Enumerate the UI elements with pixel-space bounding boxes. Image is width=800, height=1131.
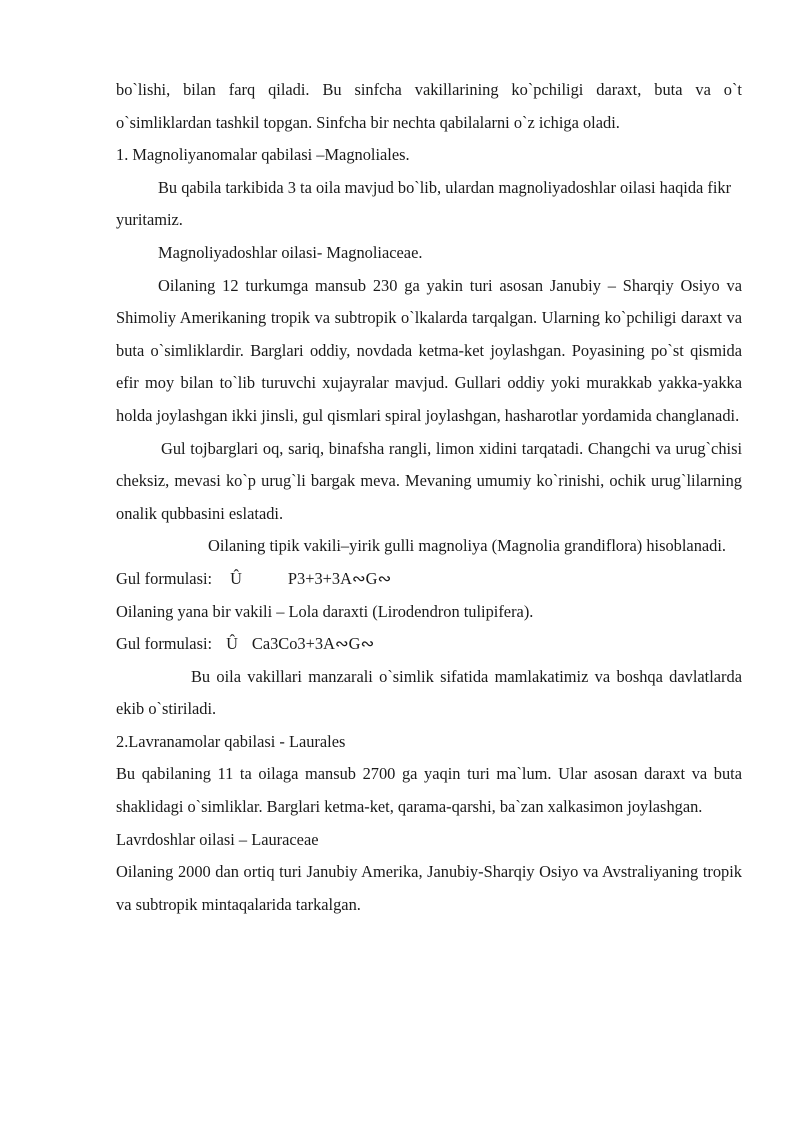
formula-expression: Ca3Co3+3A∾G∾ <box>251 634 375 654</box>
flower-symbol: Û <box>226 634 238 654</box>
heading-lauraceae: Lavrdoshlar oilasi – Lauraceae <box>116 829 319 849</box>
formula-expression: P3+3+3A∾G∾ <box>287 568 392 588</box>
formula-label: Gul formulasi: <box>116 634 213 654</box>
formula-label: Gul formulasi: <box>116 568 213 588</box>
paragraph-intro: bo`lishi, bilan farq qiladi. Bu sinfcha vakillarining ko`pchiligi daraxt, buta va o`t o`simliklardan tashkil topgan. Sinfcha bir nechta qabilalarni o`z ichiga oladi. <box>116 80 742 132</box>
paragraph-second-member: Oilaning yana bir vakili – Lola daraxti (Lirodendron tulipifera). <box>116 601 534 621</box>
heading-magnoliales: 1. Magnoliyanomalar qabilasi –Magnoliales. <box>116 145 410 165</box>
paragraph-laurales-description: Bu qabilaning 11 ta oilaga mansub 2700 ga yaqin turi ma`lum. Ular asosan daraxt va buta shaklidagi o`simliklar. Barglari ketma-ket, qarama-qarshi, ba`zan xalkasimon joylashgan. <box>116 764 742 817</box>
flower-symbol: Û <box>230 568 242 588</box>
paragraph-magnoliaceae-description: Oilaning 12 turkumga mansub 230 ga yakin turi asosan Janubiy – Sharqiy Osiyo va Shimoliy Amerikaning tropik va subtropik o`lkalarda tarqalgan. Ularning ko`pchiligi daraxt va buta o`simliklardir. Barglari oddiy, novdada ketma-ket joylashgan. Poyasining po`st qismida efir moy bilan to`lib turuvchi xujayralar mavjud. Gullari oddiy yoki murakkab yakka-yakka holda joylashgan ikki jinsli, gul qismlari spiral joylashgan, hasharotlar yordamida changlanadi. <box>116 275 742 425</box>
flower-formula-2 <box>116 628 742 661</box>
flower-formula-1 <box>116 563 742 596</box>
paragraph-typical-member: Oilaning tipik vakili–yirik gulli magnoliya (Magnolia grandiflora) hisoblanadi. <box>208 536 727 556</box>
paragraph-ornamental: Bu oila vakillari manzarali o`simlik sifatida mamlakatimiz va boshqa davlatlarda ekib o`stiriladi. <box>116 666 742 719</box>
document-page <box>116 74 742 921</box>
paragraph-families: Bu qabila tarkibida 3 ta oila mavjud bo`lib, ulardan magnoliyadoshlar oilasi haqida fikr yuritamiz. <box>116 177 732 230</box>
heading-laurales: 2.Lavranamolar qabilasi - Laurales <box>116 731 346 751</box>
paragraph-lauraceae-description: Oilaning 2000 dan ortiq turi Janubiy Amerika, Janubiy-Sharqiy Osiyo va Avstraliyaning tropik va subtropik mintaqalarida tarkalgan. <box>116 862 742 914</box>
paragraph-flower-description: Gul tojbarglari oq, sariq, binafsha rangli, limon xidini tarqatadi. Changchi va urug`chisi cheksiz, mevasi ko`p urug`li bargak meva. Mevaning umumiy ko`rinishi, ochik urug`lilarning onalik qubbasini eslatadi. <box>116 438 742 523</box>
heading-magnoliaceae: Magnoliyadoshlar oilasi- Magnoliaceae. <box>158 242 423 262</box>
